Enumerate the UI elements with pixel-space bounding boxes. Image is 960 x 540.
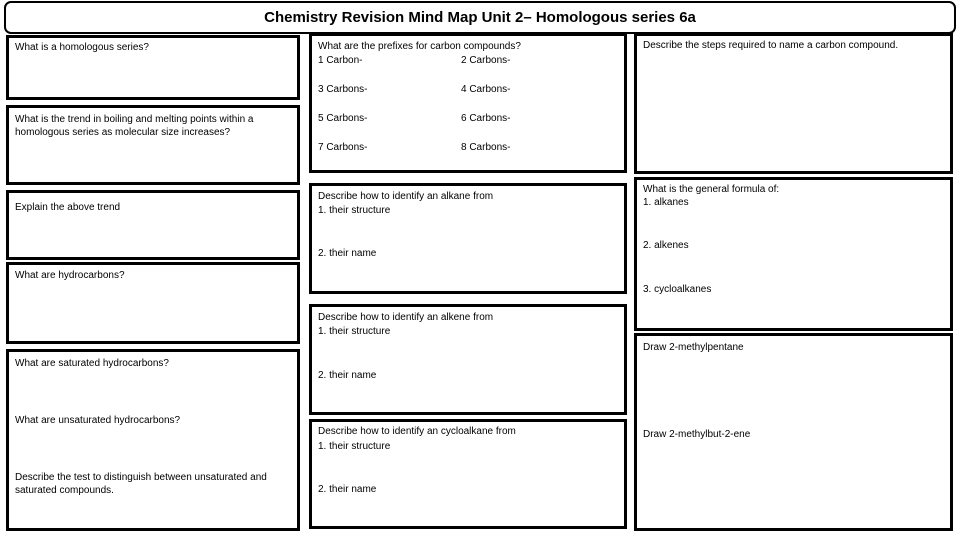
prefix-3: 3 Carbons- (318, 84, 368, 95)
structure-item: 1. their structure (318, 326, 391, 337)
prefixes-question: What are the prefixes for carbon compounds? (318, 41, 521, 52)
alkene-question: Describe how to identify an alkene from (318, 312, 494, 323)
formula-cycloalkanes: 3. cycloalkanes (643, 284, 712, 295)
formula-question: What is the general formula of: (643, 184, 780, 195)
prefix-8: 8 Carbons- (461, 142, 511, 153)
prefix-7: 7 Carbons- (318, 142, 368, 153)
hydrocarbons-box[interactable] (6, 262, 300, 344)
general-formula-box[interactable] (634, 177, 953, 331)
prefix-5: 5 Carbons- (318, 113, 368, 124)
alkene-box[interactable] (309, 304, 627, 415)
saturated-question: What are saturated hydrocarbons? (15, 358, 169, 369)
question: What is the trend in boiling and melting points within a homologous series as molecular size increases? (15, 114, 254, 138)
prefix-6: 6 Carbons- (461, 113, 511, 124)
structure-item: 1. their structure (318, 441, 391, 452)
question: Explain the above trend (15, 202, 121, 213)
draw-methylpentane: Draw 2-methylpentane (643, 342, 744, 353)
cycloalkane-box[interactable] (309, 419, 627, 529)
question: What is a homologous series? (15, 42, 149, 53)
homologous-series-box[interactable] (6, 35, 300, 100)
formula-alkanes: 1. alkanes (643, 197, 689, 208)
question: Describe the steps required to name a carbon compound. (643, 40, 899, 51)
test-question: Describe the test to distinguish between unsaturated and saturated compounds. (15, 472, 267, 496)
drawing-box[interactable] (634, 333, 953, 531)
formula-alkenes: 2. alkenes (643, 240, 689, 251)
prefixes-box[interactable] (309, 33, 627, 173)
explain-trend-box[interactable] (6, 190, 300, 260)
alkane-box[interactable] (309, 183, 627, 294)
trend-box[interactable] (6, 105, 300, 185)
prefix-1: 1 Carbon- (318, 55, 363, 66)
question: What are hydrocarbons? (15, 270, 125, 281)
prefix-4: 4 Carbons- (461, 84, 511, 95)
prefix-2: 2 Carbons- (461, 55, 511, 66)
structure-item: 1. their structure (318, 205, 391, 216)
page-title: Chemistry Revision Mind Map Unit 2– Homologous series 6a (4, 1, 956, 34)
name-item: 2. their name (318, 370, 377, 381)
draw-methylbutene: Draw 2-methylbut-2-ene (643, 429, 751, 440)
name-item: 2. their name (318, 484, 377, 495)
unsaturated-question: What are unsaturated hydrocarbons? (15, 415, 181, 426)
alkane-question: Describe how to identify an alkane from (318, 191, 494, 202)
saturation-box[interactable] (6, 349, 300, 531)
name-item: 2. their name (318, 248, 377, 259)
naming-steps-box[interactable] (634, 33, 953, 174)
cycloalkane-question: Describe how to identify an cycloalkane from (318, 426, 516, 437)
